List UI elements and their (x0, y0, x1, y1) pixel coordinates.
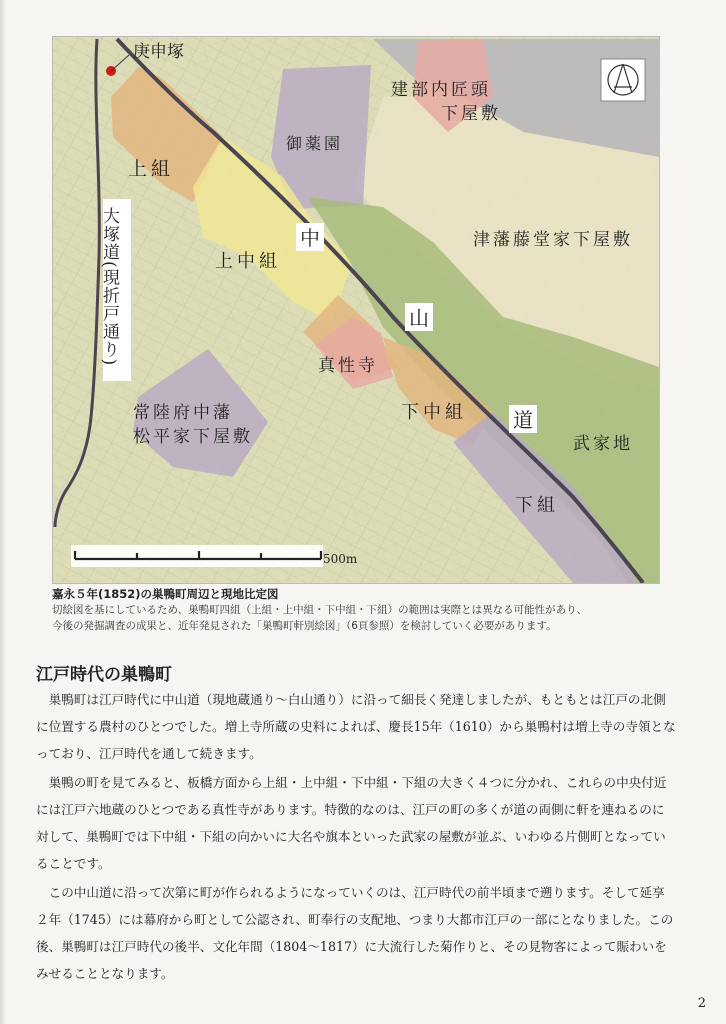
paragraph-1: 巣鴨町は江戸時代に中山道（現地蔵通り～白山通り）に沿って細長く発達しましたが、もともとは江戸の北側に位置する農村のひとつでした。増上寺所蔵の史料によれば、慶長15年（1610）から巣鴨村は増上寺の寺領となっており、江戸時代を通して続きます。 (36, 692, 676, 761)
label-naka-box (296, 223, 324, 251)
label-michi: 道 (513, 408, 533, 432)
paragraph-2: 巣鴨の町を見てみると、板橋方面から上組・上中組・下中組・下組の大きく４つに分かれ、これらの中央付近には江戸六地蔵のひとつである真性寺があります。特徴的なのは、江戸の町の多くが道の両側に軒を連ねるのに対して、巣鴨町では下中組・下組の向かいに大名や旗本といった武家の屋敷が並ぶ、いわゆる片側町となっていることです。 (36, 775, 667, 871)
label-kamigumi: 上組 (128, 158, 175, 180)
label-hitachi-1: 常陸府中藩 (133, 403, 233, 423)
label-yama: 山 (409, 306, 429, 330)
label-shimonakagumi: 下中組 (401, 402, 467, 423)
label-yama-box (405, 303, 433, 331)
label-shinshoji: 真性寺 (318, 356, 378, 376)
section-title: 江戸時代の巣鴨町 (36, 665, 172, 685)
label-otsuka: 大塚道(現折戸通り) (99, 207, 119, 367)
caption-title: 嘉永５年(1852)の巣鴨町周辺と現地比定図 (52, 587, 279, 601)
label-otsuka-box (99, 199, 131, 381)
label-tsuhan: 津藩藤堂家下屋敷 (473, 230, 633, 250)
label-michi-box (509, 405, 537, 433)
label-kenbu: 建部内匠頭 (391, 80, 491, 100)
label-oyakuen: 御薬園 (286, 134, 344, 153)
map-figure (52, 36, 660, 584)
scale-bar (71, 545, 323, 567)
caption-line-1: 切絵図を基にしているため、巣鴨町四組（上組・上中組・下中組・下組）の範囲は実際とは異なる可能性があり、 (52, 604, 588, 616)
page-edge (0, 0, 6, 1024)
body-text (36, 686, 676, 987)
paragraph-3: この中山道に沿って次第に町が作られるようになっていくのは、江戸時代の前半頃まで遡ります。そして延享２年（1745）には幕府から町として公認され、町奉行の支配地、つまり大都市江戸の一部にとなりました。この後、巣鴨町は江戸時代の後半、文化年間（1804～1817）に大流行した菊作りと、その見物客によって賑わいをみせることとなります。 (36, 885, 674, 981)
caption-line-2: 今後の発掘調査の成果と、近年発見された「巣鴨町軒別絵図」（6頁参照）を検討していく必要があります。 (52, 620, 557, 632)
page-number: 2 (697, 996, 706, 1011)
figure-caption (52, 586, 672, 634)
label-bukechi: 武家地 (573, 434, 633, 454)
label-shimoyashiki: 下屋敷 (441, 104, 501, 124)
scale-label: 500m (323, 552, 358, 566)
label-shimogumi: 下組 (515, 495, 559, 516)
label-koushinzuka: 庚申塚 (133, 42, 184, 62)
north-arrow-icon (601, 59, 645, 101)
label-kaminakagumi: 上中組 (215, 251, 281, 272)
label-naka: 中 (300, 226, 320, 250)
label-hitachi-2: 松平家下屋敷 (133, 427, 253, 447)
